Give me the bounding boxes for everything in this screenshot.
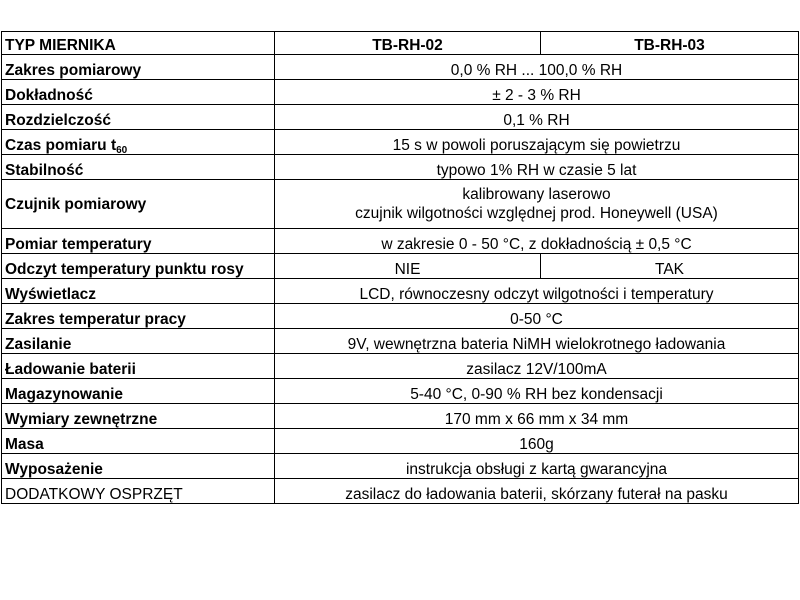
spec-table bbox=[1, 31, 799, 504]
row-label: DODATKOWY OSPRZĘT bbox=[2, 479, 275, 504]
row-label: Ładowanie baterii bbox=[2, 354, 275, 379]
row-label: Wyświetlacz bbox=[2, 279, 275, 304]
row-value-model-b: TAK bbox=[541, 254, 799, 279]
table-row bbox=[2, 229, 799, 254]
table-header-row bbox=[2, 32, 799, 55]
table-row bbox=[2, 404, 799, 429]
row-label: Zakres temperatur pracy bbox=[2, 304, 275, 329]
row-value: ± 2 - 3 % RH bbox=[275, 80, 799, 105]
row-label-text: Czas pomiaru t bbox=[5, 137, 117, 154]
table-row bbox=[2, 379, 799, 404]
row-value: w zakresie 0 - 50 °C, z dokładnością ± 0,5 °C bbox=[275, 229, 799, 254]
row-label bbox=[2, 130, 275, 155]
row-value: zasilacz 12V/100mA bbox=[275, 354, 799, 379]
row-label: Masa bbox=[2, 429, 275, 454]
row-label: Wyposażenie bbox=[2, 454, 275, 479]
table-row bbox=[2, 279, 799, 304]
row-label-subscript: 60 bbox=[116, 145, 128, 155]
table-row bbox=[2, 354, 799, 379]
row-label: Zakres pomiarowy bbox=[2, 55, 275, 80]
row-label: Magazynowanie bbox=[2, 379, 275, 404]
row-value: LCD, równoczesny odczyt wilgotności i temperatury bbox=[275, 279, 799, 304]
row-value: 9V, wewnętrzna bateria NiMH wielokrotnego ładowania bbox=[275, 329, 799, 354]
row-value: 0-50 °C bbox=[275, 304, 799, 329]
table-row bbox=[2, 304, 799, 329]
row-value: 15 s w powoli poruszającym się powietrzu bbox=[275, 130, 799, 155]
row-value: 170 mm x 66 mm x 34 mm bbox=[275, 404, 799, 429]
row-label: Pomiar temperatury bbox=[2, 229, 275, 254]
row-value: 160g bbox=[275, 429, 799, 454]
table-row bbox=[2, 105, 799, 130]
row-label: Rozdzielczość bbox=[2, 105, 275, 130]
table-row bbox=[2, 155, 799, 180]
table-row bbox=[2, 454, 799, 479]
table-row bbox=[2, 130, 799, 155]
row-label: Stabilność bbox=[2, 155, 275, 180]
table-row bbox=[2, 329, 799, 354]
row-label: Czujnik pomiarowy bbox=[2, 180, 275, 229]
row-value: typowo 1% RH w czasie 5 lat bbox=[275, 155, 799, 180]
table-row bbox=[2, 55, 799, 80]
header-label: TYP MIERNIKA bbox=[2, 32, 275, 55]
table-row bbox=[2, 180, 799, 229]
row-value: instrukcja obsługi z kartą gwarancyjna bbox=[275, 454, 799, 479]
row-label: Dokładność bbox=[2, 80, 275, 105]
row-label: Wymiary zewnętrzne bbox=[2, 404, 275, 429]
row-value: zasilacz do ładowania baterii, skórzany futerał na pasku bbox=[275, 479, 799, 504]
table-row bbox=[2, 80, 799, 105]
header-model-b: TB-RH-03 bbox=[541, 32, 799, 55]
table-row bbox=[2, 254, 799, 279]
row-value bbox=[275, 180, 799, 229]
row-label: Odczyt temperatury punktu rosy bbox=[2, 254, 275, 279]
row-value-line: kalibrowany laserowo bbox=[462, 186, 611, 203]
row-value: 5-40 °C, 0-90 % RH bez kondensacji bbox=[275, 379, 799, 404]
row-value-line: czujnik wilgotności względnej prod. Honeywell (USA) bbox=[355, 205, 718, 222]
row-value: 0,0 % RH ... 100,0 % RH bbox=[275, 55, 799, 80]
table-row bbox=[2, 479, 799, 504]
table-row bbox=[2, 429, 799, 454]
row-label: Zasilanie bbox=[2, 329, 275, 354]
header-model-a: TB-RH-02 bbox=[275, 32, 541, 55]
row-value: 0,1 % RH bbox=[275, 105, 799, 130]
row-value-model-a: NIE bbox=[275, 254, 541, 279]
